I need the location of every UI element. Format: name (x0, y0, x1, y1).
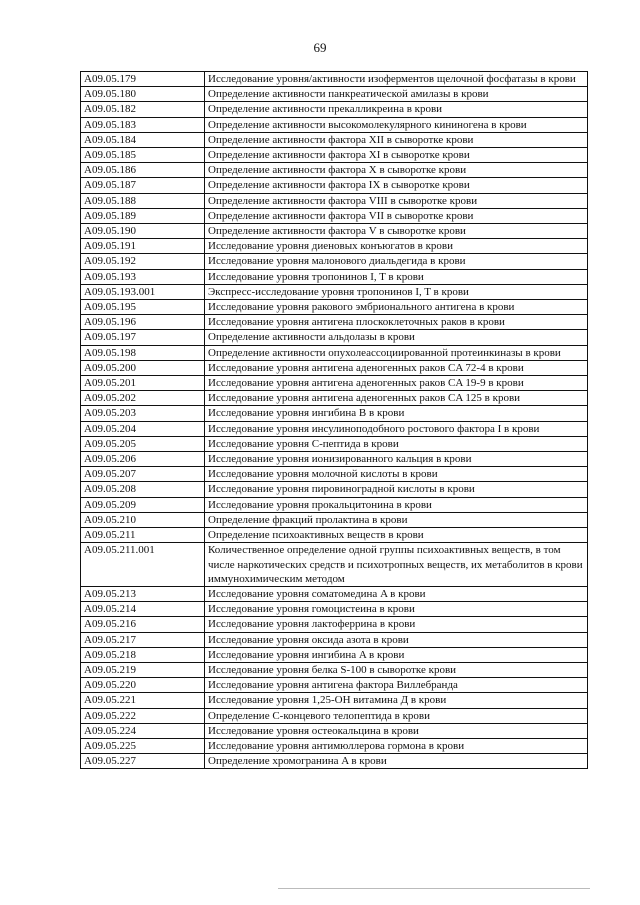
service-description-cell: Определение активности фактора VIII в сыворотке крови (205, 193, 588, 208)
table-row (81, 345, 588, 360)
service-description-cell: Исследование уровня антигена аденогенных раков CA 72-4 в крови (205, 360, 588, 375)
table-row (81, 754, 588, 769)
service-description-cell: Определение активности фактора V в сыворотке крови (205, 224, 588, 239)
service-code-cell: A09.05.180 (81, 87, 205, 102)
table-row (81, 163, 588, 178)
table-row (81, 693, 588, 708)
service-code-cell: A09.05.213 (81, 586, 205, 601)
service-description-cell: Исследование уровня антимюллерова гормона в крови (205, 738, 588, 753)
service-code-cell: A09.05.195 (81, 300, 205, 315)
table-row (81, 72, 588, 87)
table-row (81, 269, 588, 284)
service-code-cell: A09.05.214 (81, 602, 205, 617)
service-description-cell: Исследование уровня малонового диальдегида в крови (205, 254, 588, 269)
service-description-cell: Определение активности фактора VII в сыворотке крови (205, 208, 588, 223)
service-code-cell: A09.05.205 (81, 436, 205, 451)
bottom-divider (278, 888, 590, 889)
service-description-cell: Исследование уровня антигена аденогенных раков CA 19-9 в крови (205, 376, 588, 391)
service-code-cell: A09.05.211.001 (81, 543, 205, 587)
service-code-cell: A09.05.222 (81, 708, 205, 723)
table-row (81, 132, 588, 147)
service-code-cell: A09.05.200 (81, 360, 205, 375)
service-description-cell: Определение C-концевого телопептида в крови (205, 708, 588, 723)
service-code-cell: A09.05.191 (81, 239, 205, 254)
table-row (81, 224, 588, 239)
service-description-cell: Исследование уровня ингибина B в крови (205, 406, 588, 421)
service-description-cell: Количественное определение одной группы психоактивных веществ, в том числе наркотических средств и психотропных веществ, их метаболитов в крови иммунохимическим методом (205, 543, 588, 587)
table-row (81, 602, 588, 617)
service-description-cell: Исследование уровня прокальцитонина в крови (205, 497, 588, 512)
table-row (81, 723, 588, 738)
services-table-body (81, 72, 588, 769)
table-row (81, 586, 588, 601)
service-description-cell: Исследование уровня белка S-100 в сыворотке крови (205, 662, 588, 677)
service-code-cell: A09.05.210 (81, 512, 205, 527)
table-row (81, 452, 588, 467)
table-row (81, 254, 588, 269)
service-description-cell: Исследование уровня антигена аденогенных раков CA 125 в крови (205, 391, 588, 406)
table-row (81, 497, 588, 512)
service-code-cell: A09.05.188 (81, 193, 205, 208)
service-code-cell: A09.05.208 (81, 482, 205, 497)
service-code-cell: A09.05.196 (81, 315, 205, 330)
service-description-cell: Исследование уровня пировиноградной кислоты в крови (205, 482, 588, 497)
service-code-cell: A09.05.190 (81, 224, 205, 239)
table-row (81, 315, 588, 330)
table-row (81, 178, 588, 193)
service-description-cell: Определение психоактивных веществ в крови (205, 528, 588, 543)
service-description-cell: Исследование уровня антигена фактора Виллебранда (205, 678, 588, 693)
service-description-cell: Определение активности прекалликреина в крови (205, 102, 588, 117)
service-code-cell: A09.05.201 (81, 376, 205, 391)
service-description-cell: Исследование уровня соматомедина A в крови (205, 586, 588, 601)
table-row (81, 391, 588, 406)
table-row (81, 617, 588, 632)
table-row (81, 406, 588, 421)
service-code-cell: A09.05.183 (81, 117, 205, 132)
service-code-cell: A09.05.225 (81, 738, 205, 753)
table-row (81, 632, 588, 647)
service-description-cell: Исследование уровня оксида азота в крови (205, 632, 588, 647)
service-description-cell: Исследование уровня/активности изоферментов щелочной фосфатазы в крови (205, 72, 588, 87)
table-row (81, 647, 588, 662)
service-description-cell: Исследование уровня 1,25-OH витамина Д в крови (205, 693, 588, 708)
table-row (81, 330, 588, 345)
table-row (81, 117, 588, 132)
table-row (81, 284, 588, 299)
table-row (81, 208, 588, 223)
service-description-cell: Определение хромогранина A в крови (205, 754, 588, 769)
service-description-cell: Определение активности фактора XI в сыворотке крови (205, 148, 588, 163)
service-code-cell: A09.05.193 (81, 269, 205, 284)
service-code-cell: A09.05.227 (81, 754, 205, 769)
table-row (81, 528, 588, 543)
table-row (81, 662, 588, 677)
service-description-cell: Определение активности высокомолекулярного кининогена в крови (205, 117, 588, 132)
service-code-cell: A09.05.202 (81, 391, 205, 406)
table-row (81, 376, 588, 391)
table-row (81, 436, 588, 451)
service-code-cell: A09.05.197 (81, 330, 205, 345)
service-description-cell: Экспресс-исследование уровня тропонинов I, T в крови (205, 284, 588, 299)
service-description-cell: Исследование уровня гомоцистеина в крови (205, 602, 588, 617)
service-code-cell: A09.05.187 (81, 178, 205, 193)
table-row (81, 193, 588, 208)
service-description-cell: Исследование уровня молочной кислоты в крови (205, 467, 588, 482)
service-code-cell: A09.05.204 (81, 421, 205, 436)
service-description-cell: Определение активности панкреатической амилазы в крови (205, 87, 588, 102)
table-row (81, 300, 588, 315)
table-row (81, 148, 588, 163)
service-code-cell: A09.05.224 (81, 723, 205, 738)
service-description-cell: Исследование уровня инсулиноподобного ростового фактора I в крови (205, 421, 588, 436)
service-code-cell: A09.05.209 (81, 497, 205, 512)
page-number: 69 (313, 40, 327, 55)
table-row (81, 360, 588, 375)
service-description-cell: Исследование уровня диеновых конъюгатов в крови (205, 239, 588, 254)
service-code-cell: A09.05.184 (81, 132, 205, 147)
service-description-cell: Исследование уровня тропонинов I, T в крови (205, 269, 588, 284)
table-row (81, 87, 588, 102)
service-code-cell: A09.05.192 (81, 254, 205, 269)
service-code-cell: A09.05.207 (81, 467, 205, 482)
service-code-cell: A09.05.179 (81, 72, 205, 87)
table-row (81, 512, 588, 527)
service-code-cell: A09.05.218 (81, 647, 205, 662)
service-description-cell: Определение активности фактора IX в сыворотке крови (205, 178, 588, 193)
service-description-cell: Исследование уровня ингибина A в крови (205, 647, 588, 662)
table-row (81, 239, 588, 254)
service-code-cell: A09.05.198 (81, 345, 205, 360)
service-description-cell: Исследование уровня лактоферрина в крови (205, 617, 588, 632)
service-description-cell: Исследование уровня ионизированного кальция в крови (205, 452, 588, 467)
service-code-cell: A09.05.220 (81, 678, 205, 693)
service-description-cell: Исследование уровня остеокальцина в крови (205, 723, 588, 738)
service-code-cell: A09.05.216 (81, 617, 205, 632)
service-code-cell: A09.05.206 (81, 452, 205, 467)
table-row (81, 708, 588, 723)
service-description-cell: Определение активности альдолазы в крови (205, 330, 588, 345)
service-description-cell: Исследование уровня C-пептида в крови (205, 436, 588, 451)
table-row (81, 543, 588, 587)
services-table (80, 71, 588, 769)
service-code-cell: A09.05.186 (81, 163, 205, 178)
service-code-cell: A09.05.185 (81, 148, 205, 163)
table-row (81, 482, 588, 497)
service-code-cell: A09.05.193.001 (81, 284, 205, 299)
service-description-cell: Определение активности опухолеассоциированной протеинкиназы в крови (205, 345, 588, 360)
service-code-cell: A09.05.189 (81, 208, 205, 223)
service-description-cell: Определение фракций пролактина в крови (205, 512, 588, 527)
service-description-cell: Определение активности фактора X в сыворотке крови (205, 163, 588, 178)
service-code-cell: A09.05.211 (81, 528, 205, 543)
table-row (81, 102, 588, 117)
table-row (81, 678, 588, 693)
service-code-cell: A09.05.219 (81, 662, 205, 677)
service-code-cell: A09.05.221 (81, 693, 205, 708)
service-description-cell: Исследование уровня ракового эмбрионального антигена в крови (205, 300, 588, 315)
service-code-cell: A09.05.217 (81, 632, 205, 647)
table-row (81, 421, 588, 436)
service-description-cell: Определение активности фактора XII в сыворотке крови (205, 132, 588, 147)
table-row (81, 738, 588, 753)
table-row (81, 467, 588, 482)
service-code-cell: A09.05.203 (81, 406, 205, 421)
service-code-cell: A09.05.182 (81, 102, 205, 117)
service-description-cell: Исследование уровня антигена плоскоклеточных раков в крови (205, 315, 588, 330)
